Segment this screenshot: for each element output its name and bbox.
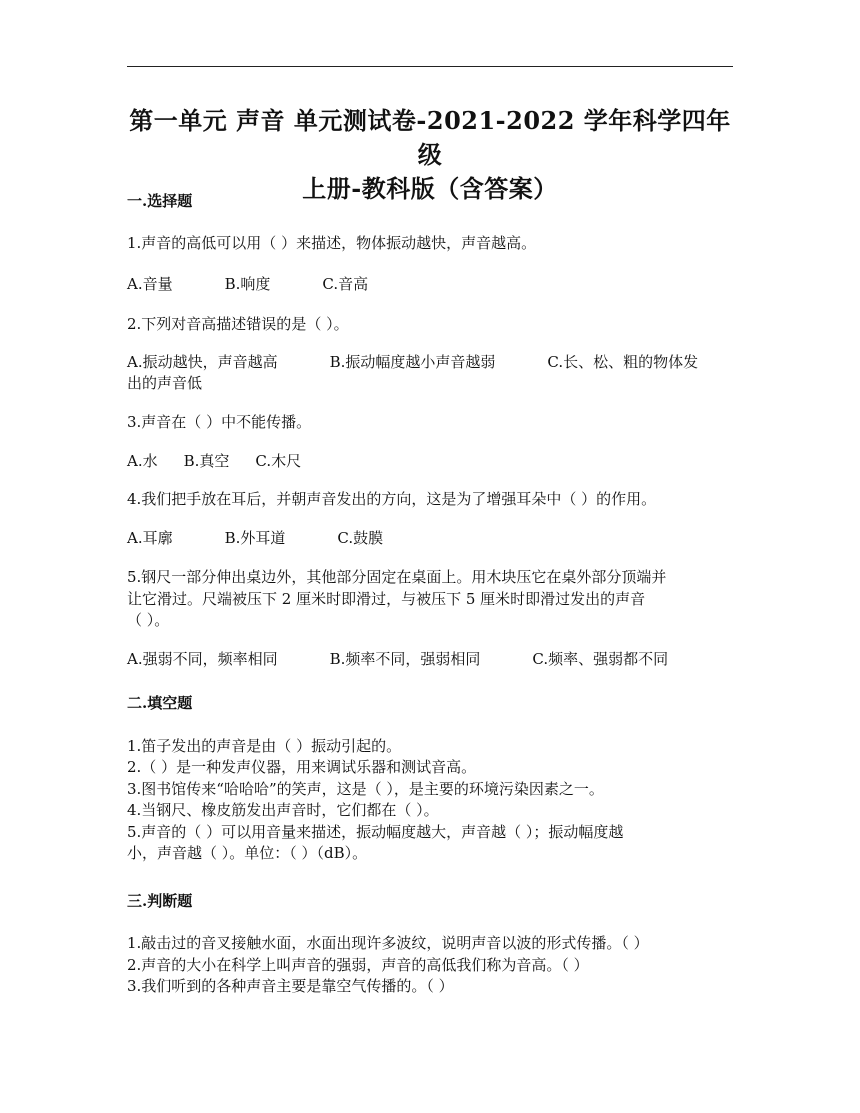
choice-options-2 <box>127 352 737 373</box>
judge-question-3: 3.我们听到的各种声音主要是靠空气传播的。（ ） <box>127 977 454 995</box>
judge-question-2: 2.声音的大小在科学上叫声音的强弱，声音的高低我们称为音高。（ ） <box>127 956 589 974</box>
option-c: C.音高 <box>322 275 369 293</box>
option-a: A.耳廓 <box>127 529 173 547</box>
fill-question-4: 4.当钢尺、橡皮筋发出声音时，它们都在（ ）。 <box>127 801 439 819</box>
section-heading-choice: 一.选择题 <box>127 192 193 210</box>
option-a: A.振动越快，声音越高 <box>127 353 278 371</box>
choice-options-5 <box>127 649 737 670</box>
option-b: B.响度 <box>224 275 271 293</box>
option-b: B.真空 <box>183 452 230 470</box>
choice-options-3 <box>127 451 737 472</box>
section-heading-fill: 二.填空题 <box>127 694 193 712</box>
fill-question-1: 1.笛子发出的声音是由（ ）振动引起的。 <box>127 737 402 755</box>
page-title <box>127 104 733 206</box>
option-b: B.振动幅度越小声音越弱 <box>329 353 496 371</box>
choice-options-2-cont: 出的声音低 <box>127 374 203 392</box>
option-a: A.水 <box>127 452 158 470</box>
choice-question-1: 1.声音的高低可以用（ ）来描述，物体振动越快，声音越高。 <box>127 234 537 252</box>
option-c: C.鼓膜 <box>337 529 384 547</box>
choice-question-5-line-1: 5.钢尺一部分伸出桌边外，其他部分固定在桌面上。用木块压它在桌外部分顶端并 <box>127 568 667 586</box>
choice-options-1 <box>127 274 737 295</box>
fill-question-3: 3.图书馆传来“哈哈哈”的笑声，这是（ ），是主要的环境污染因素之一。 <box>127 780 604 798</box>
option-b: B.外耳道 <box>224 529 286 547</box>
option-c: C.木尺 <box>255 452 302 470</box>
fill-question-5-line-1: 5.声音的（ ）可以用音量来描述，振动幅度越大，声音越（ ）；振动幅度越 <box>127 823 624 841</box>
choice-options-4 <box>127 528 737 549</box>
judge-question-1: 1.敲击过的音叉接触水面，水面出现许多波纹，说明声音以波的形式传播。（ ） <box>127 934 649 952</box>
choice-question-5-line-3: （ ）。 <box>127 611 170 629</box>
title-line-2: 上册-教科版（含答案） <box>302 174 558 203</box>
choice-question-2: 2.下列对音高描述错误的是（ ）。 <box>127 315 349 333</box>
option-a: A.强弱不同，频率相同 <box>127 650 278 668</box>
title-line-1: 第一单元 声音 单元测试卷-2021-2022 学年科学四年级 <box>129 106 731 169</box>
fill-question-2: 2.（ ）是一种发声仪器，用来调试乐器和测试音高。 <box>127 758 477 776</box>
section-heading-judge: 三.判断题 <box>127 892 193 910</box>
fill-question-5-line-2: 小，声音越（ ）。单位：（ ）（dB）。 <box>127 844 368 862</box>
option-a: A.音量 <box>127 275 173 293</box>
header-rule <box>127 66 733 67</box>
option-b: B.频率不同，强弱相同 <box>329 650 481 668</box>
choice-question-4: 4.我们把手放在耳后，并朝声音发出的方向，这是为了增强耳朵中（ ）的作用。 <box>127 490 657 508</box>
choice-question-5-line-2: 让它滑过。尺端被压下 2 厘米时即滑过，与被压下 5 厘米时即滑过发出的声音 <box>127 590 646 608</box>
choice-question-3: 3.声音在（ ）中不能传播。 <box>127 413 312 431</box>
option-c: C.长、松、粗的物体发 <box>547 353 699 371</box>
option-c: C.频率、强弱都不同 <box>532 650 669 668</box>
